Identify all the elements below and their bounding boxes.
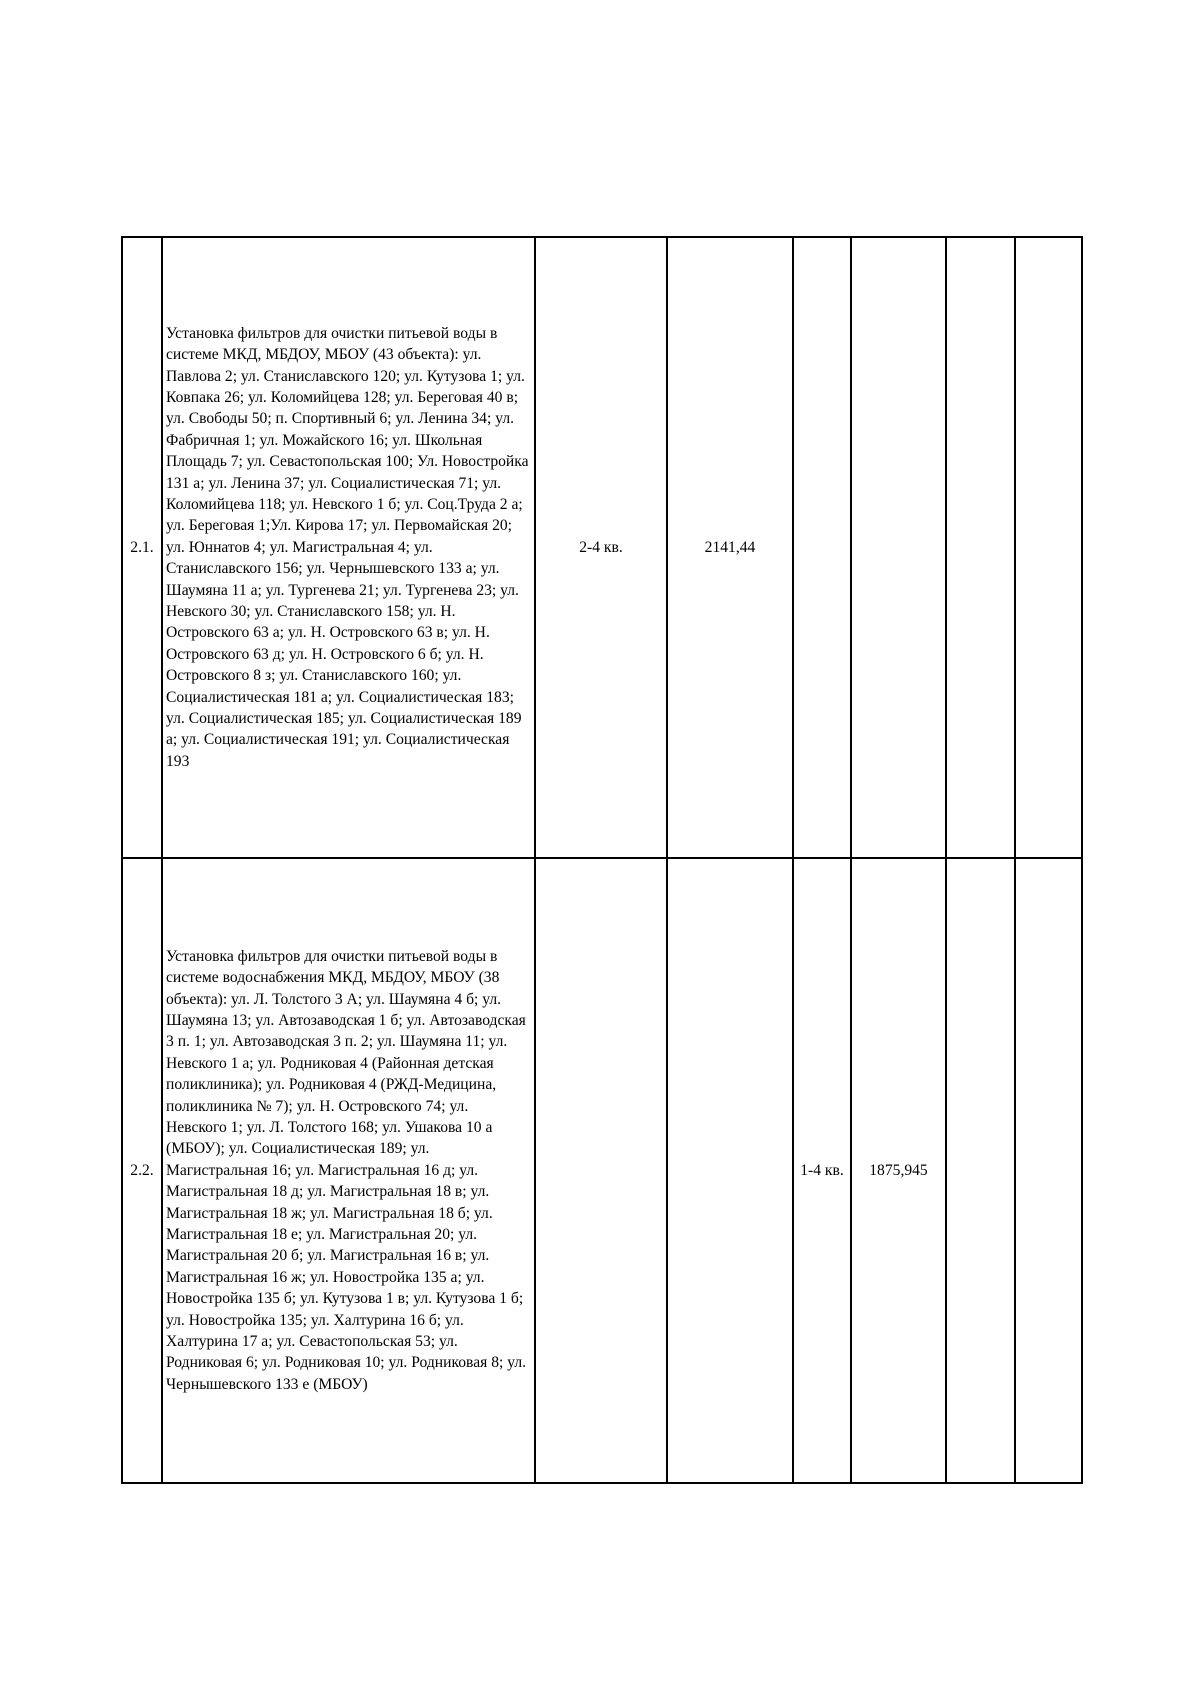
measure-description: Установка фильтров для очистки питьевой воды в системе водоснабжения МКД, МБДОУ, МБОУ (38 объекта): ул. Л. Толстого 3 А; ул. Шаумяна 4 б; ул. Шаумяна 13; ул. Автозаводская 1 б; ул. Автозаводская 3 п. 1; ул. Автозаводская 3 п. 2; ул. Шаумяна 11; ул. Невского 1 а; ул. Родниковая 4 (Районная детская поликлиника); ул. Родниковая 4 (РЖД-Медицина, поликлиника № 7); ул. Н. Островского 74; ул. Невского 1; ул. Л. Толстого 168; ул. Ушакова 10 а (МБОУ); ул. Социалистическая 189; ул. Магистральная 16; ул. Магистральная 16 д; ул. Магистральная 18 д; ул. Магистральная 18 в; ул. Магистральная 18 ж; ул. Магистральная 18 б; ул. Магистральная 18 е; ул. Магистральная 20; ул. Магистральная 20 б; ул. Магистральная 16 в; ул. Магистральная 16 ж; ул. Новостройка 135 а; ул. Новостройка 135 б; ул. Кутузова 1 в; ул. Кутузова 1 б; ул. Новостройка 135; ул. Халтурина 16 б; ул. Халтурина 17 а; ул. Севастопольская 53; ул. Родниковая 6; ул. Родниковая 10; ул. Родниковая 8; ул. Чернышевского 133 е (МБОУ) (162, 858, 535, 1483)
amount-cell-2: 1875,945 (851, 858, 946, 1483)
amount-cell: 2141,44 (667, 237, 793, 858)
measure-description: Установка фильтров для очистки питьевой воды в системе МКД, МБДОУ, МБОУ (43 объекта): ул. Павлова 2; ул. Станиславского 120; ул. Кутузова 1; ул. Ковпака 26; ул. Коломийцева 128; ул. Береговая 40 в; ул. Свободы 50; п. Спортивный 6; ул. Ленина 34; ул. Фабричная 1; ул. Можайского 16; ул. Школьная Площадь 7; ул. Севастопольская 100; Ул. Новостройка 131 а; ул. Ленина 37; ул. Социалистическая 71; ул. Коломийцева 118; ул. Невского 1 б; ул. Соц.Труда 2 а; ул. Береговая 1;Ул. Кирова 17; ул. Первомайская 20; ул. Юннатов 4; ул. Магистральная 4; ул. Станиславского 156; ул. Чернышевского 133 а; ул. Шаумяна 11 а; ул. Тургенева 21; ул. Тургенева 23; ул. Невского 30; ул. Станиславского 158; ул. Н. Островского 63 а; ул. Н. Островского 63 в; ул. Н. Островского 63 д; ул. Н. Островского 6 б; ул. Н. Островского 8 з; ул. Станиславского 160; ул. Социалистическая 181 а; ул. Социалистическая 183; ул. Социалистическая 185; ул. Социалистическая 189 а; ул. Социалистическая 191; ул. Социалистическая 193 (162, 237, 535, 858)
empty-cell (1015, 858, 1082, 1483)
table-row (122, 237, 1082, 858)
period-cell-2: 1-4 кв. (793, 858, 851, 1483)
empty-cell (946, 237, 1015, 858)
empty-cell (1015, 237, 1082, 858)
period-cell: 2-4 кв. (535, 237, 667, 858)
period-cell (535, 858, 667, 1483)
amount-cell (667, 858, 793, 1483)
row-number: 2.2. (122, 858, 162, 1483)
table-row (122, 858, 1082, 1483)
empty-cell (946, 858, 1015, 1483)
amount-cell-2 (851, 237, 946, 858)
period-cell-2 (793, 237, 851, 858)
plan-table (121, 236, 1083, 1484)
row-number: 2.1. (122, 237, 162, 858)
